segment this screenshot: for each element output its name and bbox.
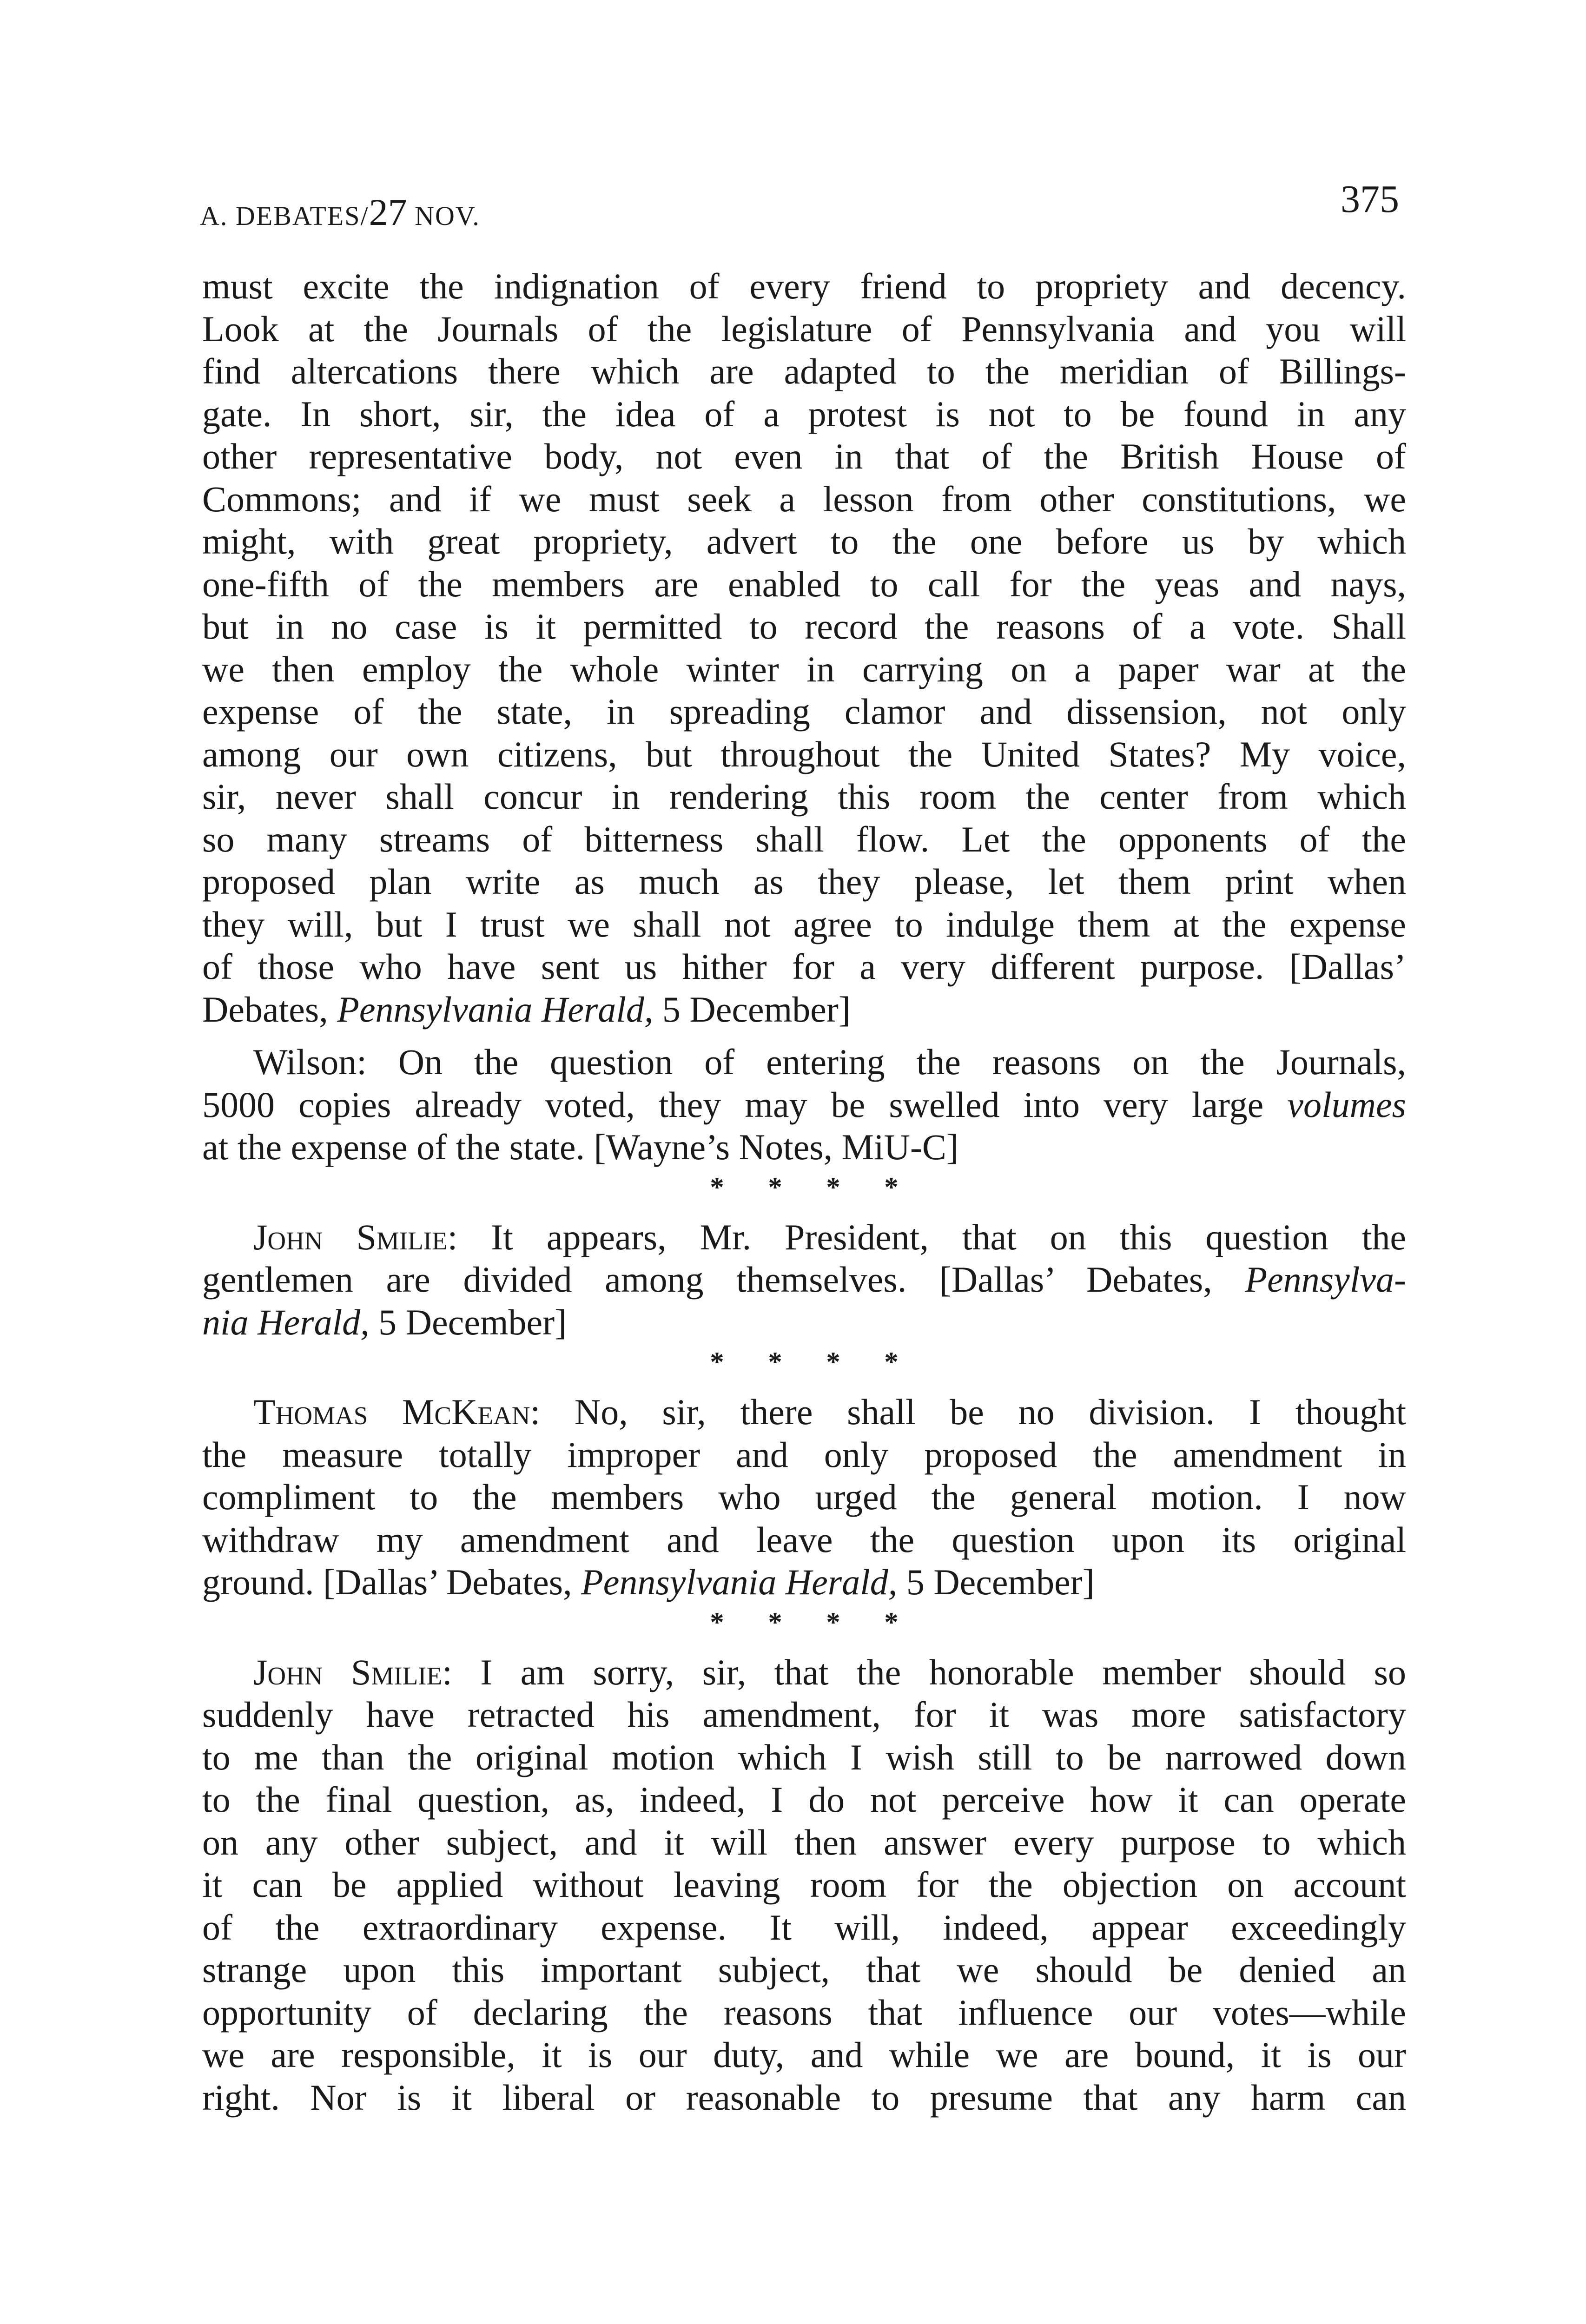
text-line: opportunity of declaring the reasons that influence our votes—while <box>202 1992 1406 2033</box>
citation-date: 5 December] <box>369 1301 567 1342</box>
text-line <box>202 1651 1406 1694</box>
text-segment: 5000 copies already voted, they may be swelled into very large <box>202 1084 1288 1125</box>
citation-source: Pennsylvania Herald, <box>337 989 654 1030</box>
text-line: on any other subject, and it will then answer every purpose to which <box>202 1822 1406 1862</box>
text-line: but in no case is it permitted to record the reasons of a vote. Shall <box>202 606 1406 647</box>
citation-source: Pennsylva- <box>1245 1259 1406 1300</box>
speaker-name: Thomas McKean <box>253 1392 530 1432</box>
citation-date: 5 December] <box>653 989 851 1030</box>
page-number: 375 <box>1341 178 1399 221</box>
text-line: Wilson: On the question of entering the reasons on the Journals, <box>253 1042 1406 1082</box>
paragraph-1 <box>202 265 1406 1030</box>
text-line: among our own citizens, but throughout the United States? My voice, <box>202 733 1406 774</box>
text-line: sir, never shall concur in rendering this room the center from which <box>202 776 1406 817</box>
text-line: other representative body, not even in that of the British House of <box>202 436 1406 476</box>
text-line-citation: at the expense of the state. [Wayne’s Notes, MiU-C] <box>202 1127 958 1167</box>
text-line: Commons; and if we must seek a lesson from other constitutions, we <box>202 478 1406 519</box>
text-line: we then employ the whole winter in carrying on a paper war at the <box>202 648 1406 689</box>
text-line: compliment to the members who urged the general motion. I now <box>202 1477 1406 1517</box>
paragraph-4 <box>202 1391 1406 1604</box>
text-line <box>202 1391 1406 1433</box>
section-separator: * * * * <box>710 1171 917 1202</box>
section-separator: * * * * <box>710 1347 917 1377</box>
text-line: proposed plan write as much as they please, let them print when <box>202 861 1406 902</box>
citation-text: Debates, <box>202 989 337 1030</box>
text-line: of the extraordinary expense. It will, indeed, appear exceedingly <box>202 1907 1406 1948</box>
date-day: 27 <box>369 191 407 233</box>
citation-date: 5 December] <box>897 1562 1095 1602</box>
paragraph-gap <box>202 1641 1406 1651</box>
text-segment: : I am sorry, sir, that the honorable member should so <box>442 1651 1406 1692</box>
text-line: we are responsible, it is our duty, and while we are bound, it is our <box>202 2034 1406 2075</box>
text-line: must excite the indignation of every friend to propriety and decency. <box>202 266 1406 306</box>
text-line: withdraw my amendment and leave the question upon its original <box>202 1519 1406 1560</box>
text-line: Look at the Journals of the legislature of Pennsylvania and you will <box>202 308 1406 349</box>
date-month: NOV. <box>407 201 480 231</box>
text-line-citation <box>202 1561 1406 1604</box>
text-line: strange upon this important subject, that we should be denied an <box>202 1949 1406 1990</box>
body-text <box>202 265 1406 2119</box>
text-line: so many streams of bitterness shall flow. Let the opponents of the <box>202 819 1406 859</box>
citation-source: Pennsylvania Herald, <box>581 1562 898 1602</box>
speaker-name: John Smilie <box>253 1651 443 1692</box>
text-line: to me than the original motion which I wish still to be narrowed down <box>202 1736 1406 1777</box>
text-segment: gentlemen are divided among themselves. [Dallas’ Debates, <box>202 1259 1245 1300</box>
text-line: right. Nor is it liberal or reasonable to presume that any harm can <box>202 2077 1406 2118</box>
text-line <box>202 1083 1406 1126</box>
text-line: might, with great propriety, advert to the one before us by which <box>202 521 1406 561</box>
paragraph-3 <box>202 1216 1406 1344</box>
text-line: expense of the state, in spreading clamor and dissension, not only <box>202 691 1406 732</box>
section-label: A. DEBATES/ <box>200 201 369 231</box>
speaker-name: John Smilie <box>253 1216 448 1257</box>
text-line: to the final question, as, indeed, I do not perceive how it can operate <box>202 1779 1406 1820</box>
citation-text: ground. [Dallas’ Debates, <box>202 1562 582 1602</box>
text-segment: : No, sir, there shall be no division. I thought <box>530 1392 1407 1432</box>
paragraph-gap <box>202 1206 1406 1216</box>
paragraph-gap <box>202 1030 1406 1041</box>
text-line-citation <box>202 988 1406 1031</box>
text-line: find altercations there which are adapted to the meridian of Billings- <box>202 351 1406 391</box>
text-line <box>202 1216 1406 1259</box>
text-line: suddenly have retracted his amendment, for it was more satisfactory <box>202 1694 1406 1735</box>
text-line <box>202 1258 1406 1301</box>
text-line: it can be applied without leaving room for the objection on account <box>202 1864 1406 1905</box>
text-line: they will, but I trust we shall not agree to indulge them at the expense <box>202 904 1406 944</box>
text-segment: : It appears, Mr. President, that on this question the <box>447 1216 1407 1257</box>
section-separator: * * * * <box>710 1606 917 1637</box>
running-head <box>200 167 1399 233</box>
text-line: gate. In short, sir, the idea of a protest is not to be found in any <box>202 393 1406 434</box>
paragraph-5 <box>202 1651 1406 2119</box>
text-line: the measure totally improper and only proposed the amendment in <box>202 1434 1406 1475</box>
running-head-section <box>200 191 480 234</box>
text-line-citation <box>202 1301 1406 1344</box>
citation-source: nia Herald, <box>202 1301 370 1342</box>
italic-word: volumes <box>1287 1084 1406 1125</box>
paragraph-gap <box>202 1380 1406 1391</box>
text-line: of those who have sent us hither for a very different purpose. [Dallas’ <box>202 946 1406 987</box>
text-line: one-fifth of the members are enabled to call for the yeas and nays, <box>202 563 1406 604</box>
paragraph-2 <box>202 1041 1406 1169</box>
